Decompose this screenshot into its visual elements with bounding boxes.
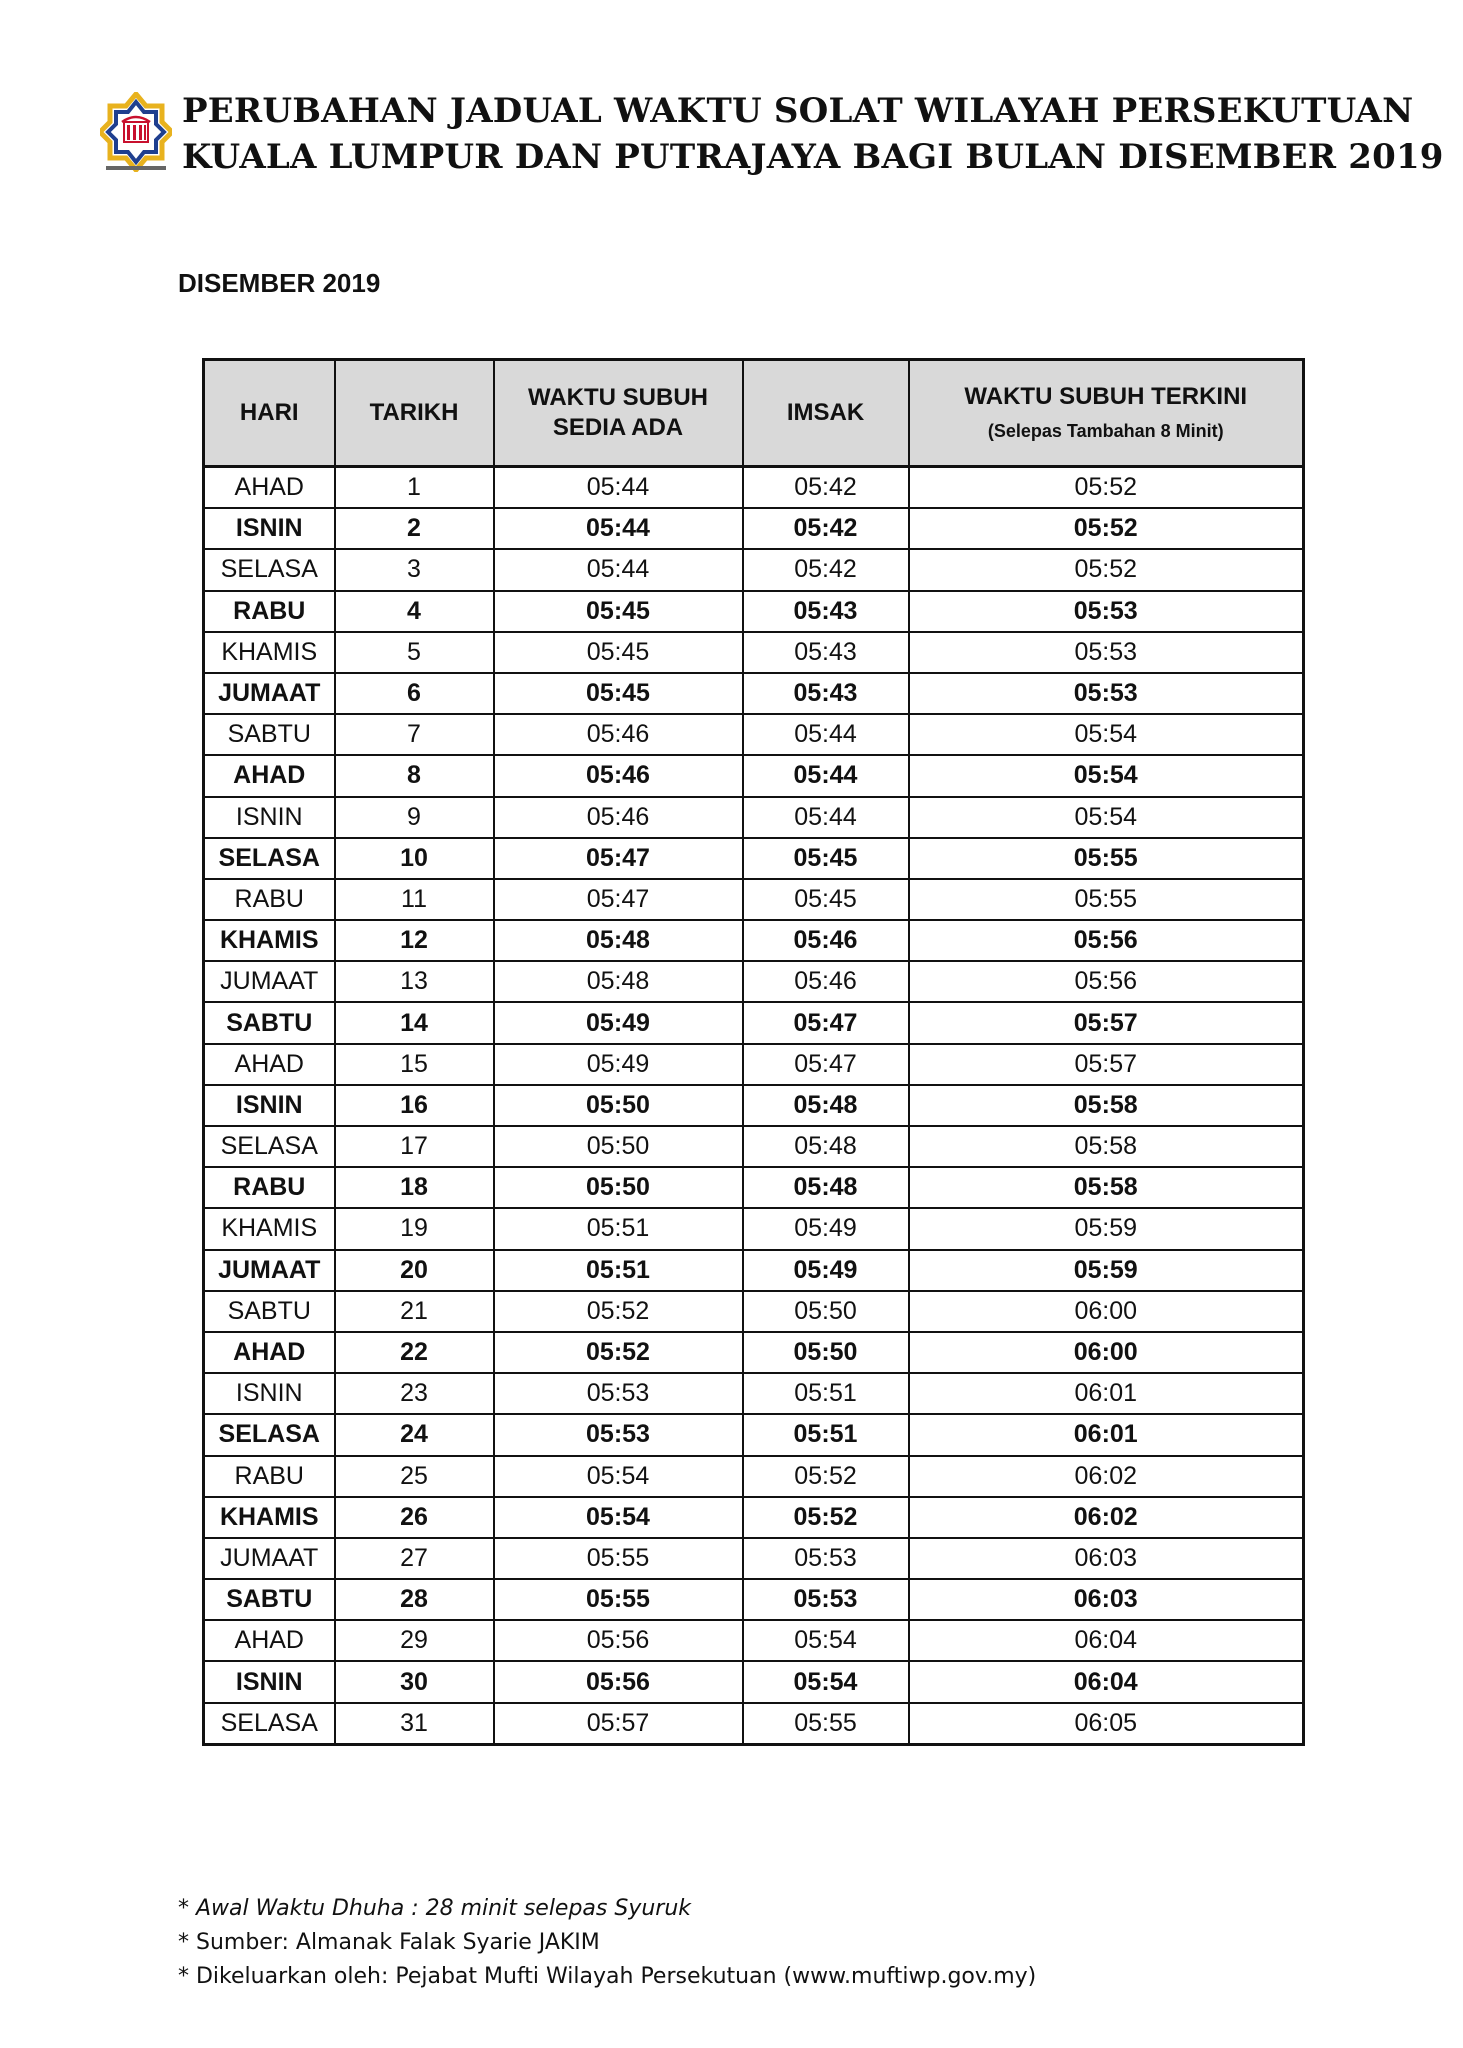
cell-terkini: 05:52 [909, 508, 1304, 549]
month-heading: DISEMBER 2019 [178, 268, 381, 298]
cell-tarikh: 26 [335, 1497, 494, 1538]
cell-terkini: 06:02 [909, 1456, 1304, 1497]
table-row [204, 1538, 1304, 1579]
cell-hari: SABTU [204, 1579, 335, 1620]
cell-terkini: 05:58 [909, 1126, 1304, 1167]
cell-imsak: 05:42 [743, 508, 909, 549]
table-row [204, 549, 1304, 590]
cell-subuh: 05:52 [494, 1332, 743, 1373]
cell-hari: JUMAAT [204, 961, 335, 1002]
cell-terkini: 05:54 [909, 755, 1304, 796]
cell-subuh: 05:45 [494, 673, 743, 714]
table-row [204, 1167, 1304, 1208]
prayer-time-table [202, 358, 1305, 1746]
table-row [204, 1332, 1304, 1373]
cell-hari: JUMAAT [204, 1538, 335, 1579]
table-row [204, 1414, 1304, 1455]
cell-hari: KHAMIS [204, 1497, 335, 1538]
footnotes [178, 1892, 1036, 1994]
cell-terkini: 05:54 [909, 797, 1304, 838]
cell-terkini: 06:04 [909, 1661, 1304, 1702]
cell-subuh: 05:55 [494, 1538, 743, 1579]
table-row [204, 961, 1304, 1002]
cell-hari: RABU [204, 879, 335, 920]
cell-terkini: 05:52 [909, 467, 1304, 509]
cell-subuh: 05:44 [494, 549, 743, 590]
table-row [204, 1250, 1304, 1291]
cell-imsak: 05:47 [743, 1002, 909, 1043]
cell-subuh: 05:46 [494, 797, 743, 838]
table-row [204, 797, 1304, 838]
table-row [204, 1661, 1304, 1702]
cell-imsak: 05:46 [743, 920, 909, 961]
table-row [204, 1456, 1304, 1497]
table-row [204, 879, 1304, 920]
table-header-row [204, 360, 1304, 467]
cell-tarikh: 12 [335, 920, 494, 961]
cell-tarikh: 11 [335, 879, 494, 920]
cell-subuh: 05:46 [494, 755, 743, 796]
cell-imsak: 05:43 [743, 591, 909, 632]
table-row [204, 1126, 1304, 1167]
cell-terkini: 06:00 [909, 1291, 1304, 1332]
table-row [204, 1208, 1304, 1249]
cell-tarikh: 29 [335, 1620, 494, 1661]
cell-hari: SELASA [204, 1126, 335, 1167]
column-header-subuh [494, 360, 743, 467]
cell-terkini: 05:58 [909, 1167, 1304, 1208]
cell-terkini: 06:01 [909, 1373, 1304, 1414]
cell-subuh: 05:49 [494, 1044, 743, 1085]
cell-hari: JUMAAT [204, 673, 335, 714]
cell-imsak: 05:43 [743, 673, 909, 714]
cell-hari: SABTU [204, 1002, 335, 1043]
table-row [204, 714, 1304, 755]
cell-subuh: 05:53 [494, 1373, 743, 1414]
cell-tarikh: 1 [335, 467, 494, 509]
cell-terkini: 06:00 [909, 1332, 1304, 1373]
cell-hari: AHAD [204, 1620, 335, 1661]
cell-hari: ISNIN [204, 508, 335, 549]
cell-hari: KHAMIS [204, 920, 335, 961]
cell-hari: ISNIN [204, 1085, 335, 1126]
table-row [204, 920, 1304, 961]
cell-subuh: 05:55 [494, 1579, 743, 1620]
cell-terkini: 06:03 [909, 1579, 1304, 1620]
table-row [204, 1579, 1304, 1620]
cell-imsak: 05:51 [743, 1373, 909, 1414]
mufti-wp-logo-icon [100, 92, 172, 172]
table-row [204, 1085, 1304, 1126]
cell-terkini: 06:04 [909, 1620, 1304, 1661]
cell-imsak: 05:42 [743, 467, 909, 509]
cell-hari: JUMAAT [204, 1250, 335, 1291]
table-row [204, 838, 1304, 879]
footnote-dhuha-text: Awal Waktu Dhuha : 28 minit selepas Syuruk [196, 1896, 692, 1921]
cell-tarikh: 16 [335, 1085, 494, 1126]
cell-imsak: 05:44 [743, 714, 909, 755]
cell-imsak: 05:51 [743, 1414, 909, 1455]
column-header-terkini-line1: WAKTU SUBUH TERKINI [964, 383, 1248, 410]
cell-imsak: 05:52 [743, 1456, 909, 1497]
table-row [204, 1703, 1304, 1745]
cell-terkini: 05:59 [909, 1250, 1304, 1291]
table-row [204, 1044, 1304, 1085]
cell-imsak: 05:43 [743, 632, 909, 673]
cell-hari: SELASA [204, 1414, 335, 1455]
cell-imsak: 05:48 [743, 1167, 909, 1208]
table-row [204, 1373, 1304, 1414]
cell-tarikh: 2 [335, 508, 494, 549]
cell-imsak: 05:53 [743, 1579, 909, 1620]
cell-subuh: 05:47 [494, 838, 743, 879]
cell-tarikh: 18 [335, 1167, 494, 1208]
cell-terkini: 06:02 [909, 1497, 1304, 1538]
table-row [204, 632, 1304, 673]
cell-terkini: 05:59 [909, 1208, 1304, 1249]
cell-subuh: 05:51 [494, 1208, 743, 1249]
cell-subuh: 05:50 [494, 1085, 743, 1126]
cell-tarikh: 19 [335, 1208, 494, 1249]
cell-terkini: 05:54 [909, 714, 1304, 755]
cell-imsak: 05:42 [743, 549, 909, 590]
cell-subuh: 05:45 [494, 632, 743, 673]
cell-subuh: 05:56 [494, 1620, 743, 1661]
cell-terkini: 05:53 [909, 591, 1304, 632]
column-header-subuh-line1: WAKTU SUBUH [528, 384, 708, 411]
cell-imsak: 05:54 [743, 1661, 909, 1702]
cell-hari: ISNIN [204, 1373, 335, 1414]
page-header [100, 88, 1444, 198]
cell-tarikh: 15 [335, 1044, 494, 1085]
cell-hari: AHAD [204, 755, 335, 796]
table-row [204, 1620, 1304, 1661]
cell-tarikh: 17 [335, 1126, 494, 1167]
cell-imsak: 05:45 [743, 838, 909, 879]
cell-terkini: 05:58 [909, 1085, 1304, 1126]
table-body [204, 467, 1304, 1745]
footnote-source: * Sumber: Almanak Falak Syarie JAKIM [178, 1930, 600, 1955]
column-header-terkini [909, 360, 1304, 467]
cell-subuh: 05:54 [494, 1497, 743, 1538]
cell-tarikh: 20 [335, 1250, 494, 1291]
cell-tarikh: 31 [335, 1703, 494, 1745]
table-row [204, 1291, 1304, 1332]
cell-subuh: 05:50 [494, 1126, 743, 1167]
cell-hari: SELASA [204, 1703, 335, 1745]
footnote-issuer: * Dikeluarkan oleh: Pejabat Mufti Wilayah Persekutuan (www.muftiwp.gov.my) [178, 1964, 1037, 1989]
cell-subuh: 05:44 [494, 508, 743, 549]
cell-terkini: 05:57 [909, 1044, 1304, 1085]
cell-hari: RABU [204, 591, 335, 632]
cell-tarikh: 27 [335, 1538, 494, 1579]
cell-subuh: 05:45 [494, 591, 743, 632]
column-header-subuh-line2: SEDIA ADA [552, 414, 684, 441]
cell-imsak: 05:46 [743, 961, 909, 1002]
cell-imsak: 05:55 [743, 1703, 909, 1745]
cell-imsak: 05:50 [743, 1332, 909, 1373]
cell-tarikh: 13 [335, 961, 494, 1002]
column-header-hari: HARI [204, 360, 335, 467]
cell-terkini: 05:55 [909, 838, 1304, 879]
footnote-dhuha [178, 1892, 1036, 1926]
cell-tarikh: 6 [335, 673, 494, 714]
cell-imsak: 05:54 [743, 1620, 909, 1661]
page-title-line-2: KUALA LUMPUR DAN PUTRAJAYA BAGI BULAN DISEMBER 2019 [182, 137, 1444, 177]
cell-terkini: 05:52 [909, 549, 1304, 590]
cell-hari: ISNIN [204, 797, 335, 838]
cell-terkini: 05:53 [909, 673, 1304, 714]
cell-tarikh: 7 [335, 714, 494, 755]
cell-subuh: 05:53 [494, 1414, 743, 1455]
cell-terkini: 06:03 [909, 1538, 1304, 1579]
cell-tarikh: 10 [335, 838, 494, 879]
cell-hari: AHAD [204, 1044, 335, 1085]
cell-terkini: 06:05 [909, 1703, 1304, 1745]
table-row [204, 591, 1304, 632]
cell-hari: RABU [204, 1167, 335, 1208]
cell-hari: AHAD [204, 467, 335, 509]
cell-hari: RABU [204, 1456, 335, 1497]
cell-imsak: 05:48 [743, 1126, 909, 1167]
cell-imsak: 05:52 [743, 1497, 909, 1538]
cell-tarikh: 5 [335, 632, 494, 673]
table-row [204, 755, 1304, 796]
page-title [182, 88, 1444, 180]
cell-imsak: 05:47 [743, 1044, 909, 1085]
cell-subuh: 05:49 [494, 1002, 743, 1043]
column-header-tarikh: TARIKH [335, 360, 494, 467]
cell-imsak: 05:53 [743, 1538, 909, 1579]
cell-subuh: 05:57 [494, 1703, 743, 1745]
cell-subuh: 05:44 [494, 467, 743, 509]
cell-imsak: 05:45 [743, 879, 909, 920]
cell-tarikh: 24 [335, 1414, 494, 1455]
cell-subuh: 05:50 [494, 1167, 743, 1208]
cell-terkini: 05:55 [909, 879, 1304, 920]
cell-terkini: 05:57 [909, 1002, 1304, 1043]
cell-subuh: 05:48 [494, 961, 743, 1002]
cell-hari: AHAD [204, 1332, 335, 1373]
table-row [204, 673, 1304, 714]
cell-hari: SELASA [204, 549, 335, 590]
cell-subuh: 05:56 [494, 1661, 743, 1702]
cell-terkini: 05:56 [909, 961, 1304, 1002]
column-header-terkini-line2: (Selepas Tambahan 8 Minit) [987, 421, 1224, 441]
cell-tarikh: 4 [335, 591, 494, 632]
footnote-dhuha-prefix: * [178, 1896, 196, 1921]
cell-hari: SABTU [204, 714, 335, 755]
cell-tarikh: 8 [335, 755, 494, 796]
table-row [204, 1002, 1304, 1043]
cell-imsak: 05:44 [743, 797, 909, 838]
cell-tarikh: 3 [335, 549, 494, 590]
cell-subuh: 05:54 [494, 1456, 743, 1497]
cell-tarikh: 9 [335, 797, 494, 838]
table-row [204, 508, 1304, 549]
cell-imsak: 05:44 [743, 755, 909, 796]
cell-subuh: 05:47 [494, 879, 743, 920]
cell-tarikh: 25 [335, 1456, 494, 1497]
column-header-imsak: IMSAK [743, 360, 909, 467]
cell-tarikh: 30 [335, 1661, 494, 1702]
cell-terkini: 05:56 [909, 920, 1304, 961]
page-title-line-1: PERUBAHAN JADUAL WAKTU SOLAT WILAYAH PERSEKUTUAN [182, 91, 1414, 131]
cell-hari: SABTU [204, 1291, 335, 1332]
cell-tarikh: 21 [335, 1291, 494, 1332]
cell-imsak: 05:50 [743, 1291, 909, 1332]
cell-hari: SELASA [204, 838, 335, 879]
cell-tarikh: 28 [335, 1579, 494, 1620]
cell-subuh: 05:46 [494, 714, 743, 755]
cell-subuh: 05:51 [494, 1250, 743, 1291]
table-row [204, 467, 1304, 509]
cell-tarikh: 23 [335, 1373, 494, 1414]
cell-imsak: 05:48 [743, 1085, 909, 1126]
table-row [204, 1497, 1304, 1538]
cell-subuh: 05:52 [494, 1291, 743, 1332]
cell-tarikh: 22 [335, 1332, 494, 1373]
cell-terkini: 06:01 [909, 1414, 1304, 1455]
cell-imsak: 05:49 [743, 1250, 909, 1291]
cell-imsak: 05:49 [743, 1208, 909, 1249]
cell-tarikh: 14 [335, 1002, 494, 1043]
cell-subuh: 05:48 [494, 920, 743, 961]
cell-hari: KHAMIS [204, 1208, 335, 1249]
cell-terkini: 05:53 [909, 632, 1304, 673]
cell-hari: KHAMIS [204, 632, 335, 673]
cell-hari: ISNIN [204, 1661, 335, 1702]
